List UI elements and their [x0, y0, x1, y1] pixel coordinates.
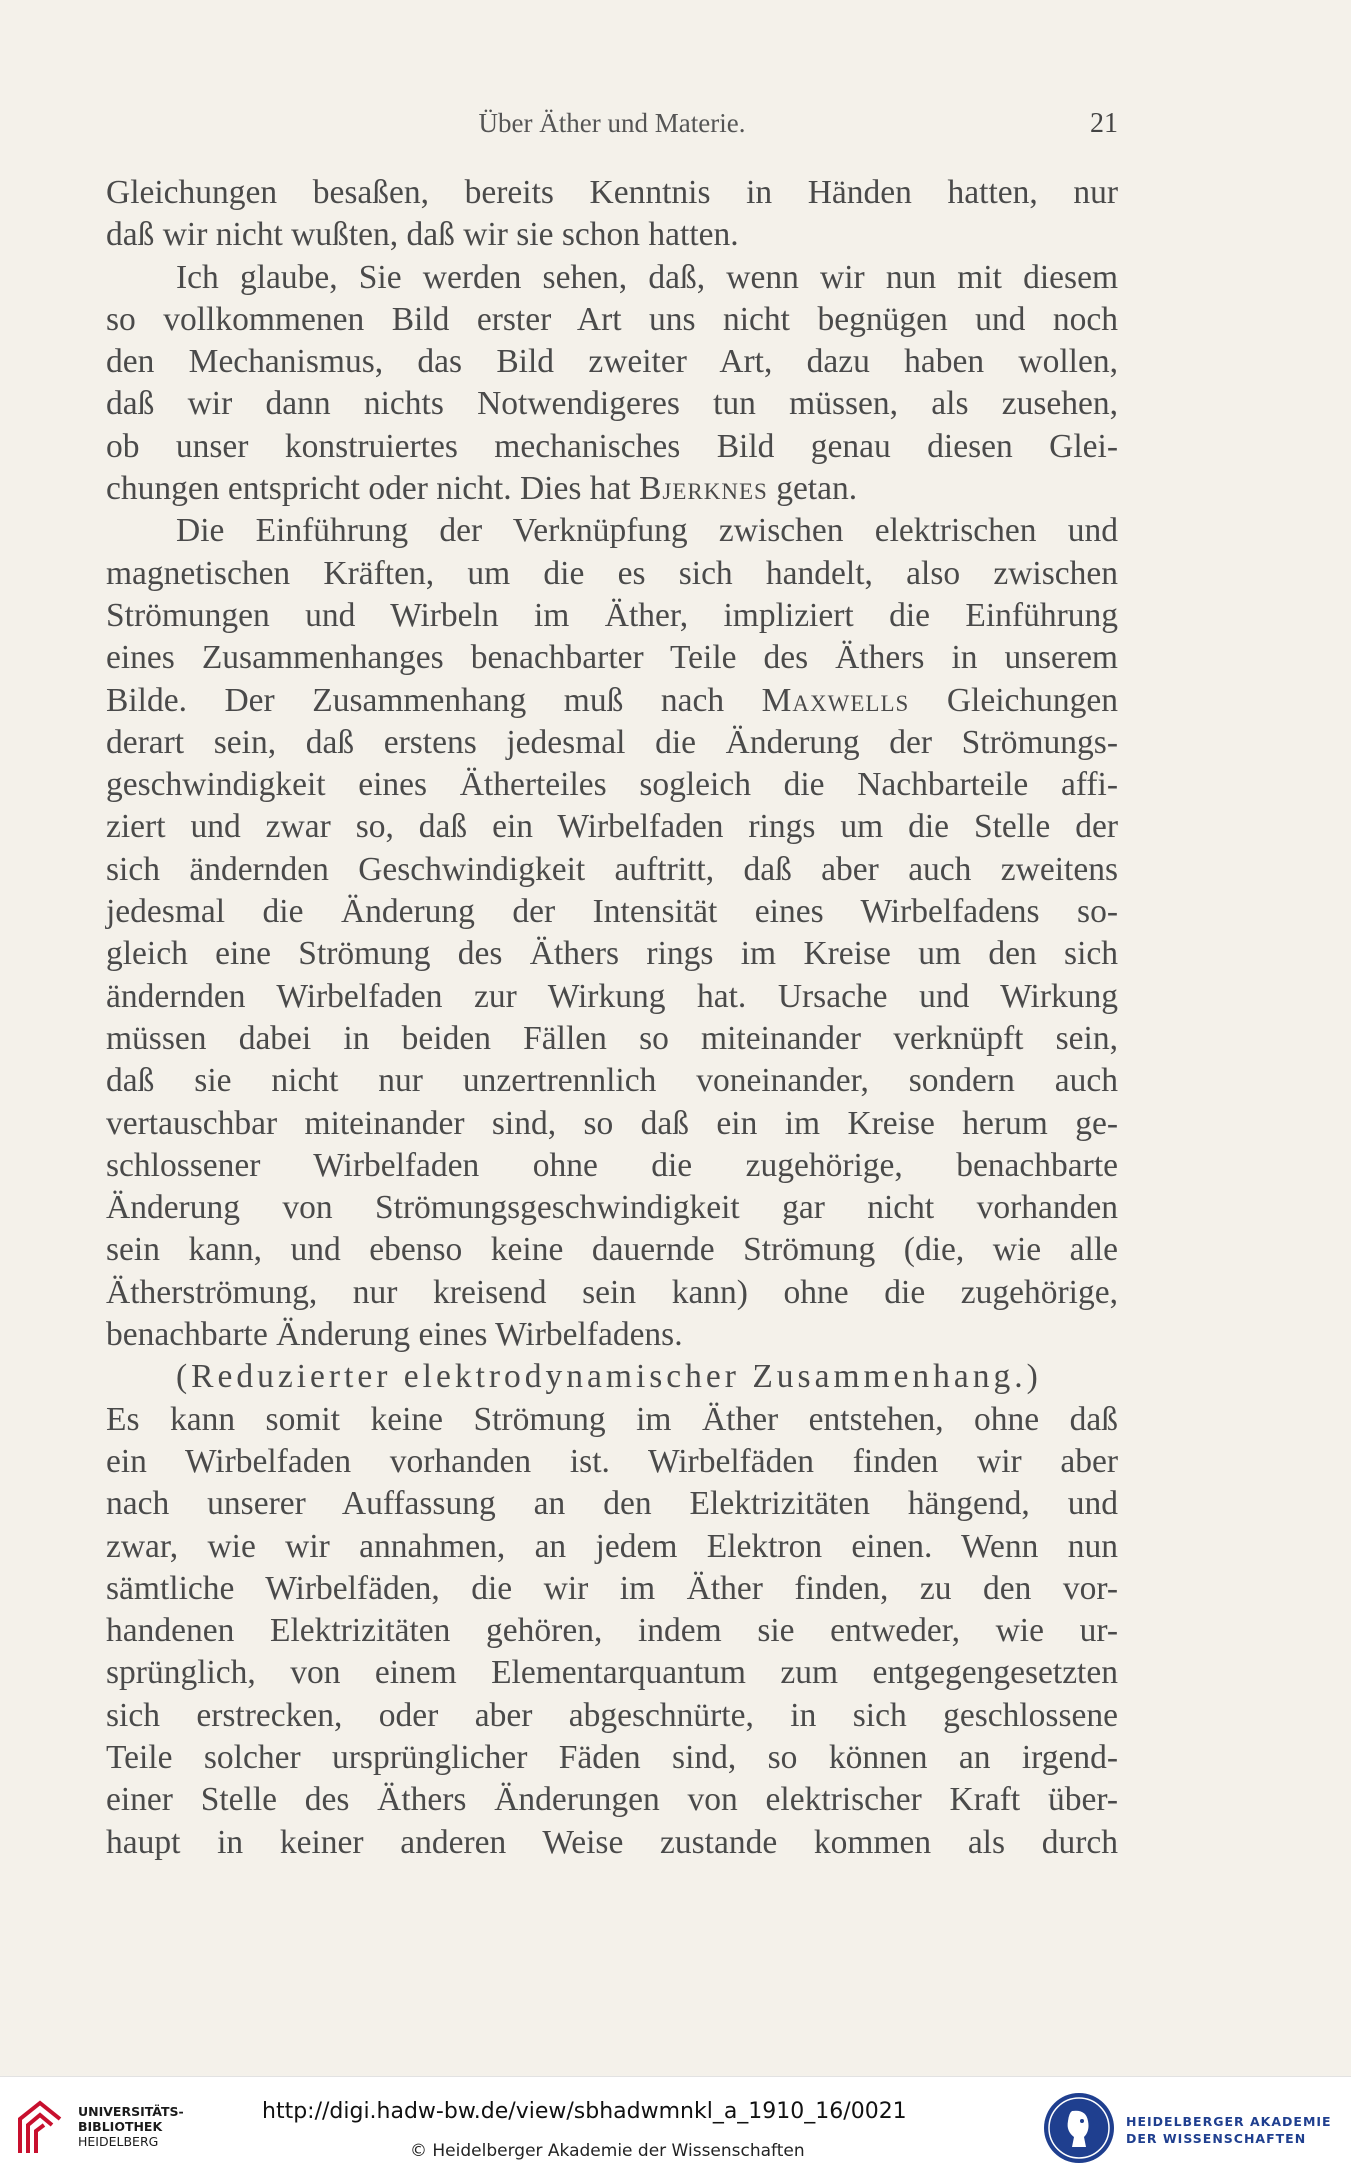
- text-fragment: Bilde. Der Zusammenhang muß nach: [106, 681, 725, 719]
- academy-name: [1126, 2113, 1332, 2147]
- text-line: sich ändernden Geschwindigkeit auftritt, daß aber auch zweitens: [106, 850, 1118, 888]
- text-line: sprünglich, von einem Elementarquantum zum entgegengesetzten: [106, 1654, 1118, 1692]
- text-line: nach unserer Auffassung an den Elektrizitäten hängend, und: [106, 1485, 1118, 1523]
- text-line: [106, 468, 1118, 510]
- text-line: ziert und zwar so, daß ein Wirbelfaden rings um die Stelle der: [106, 808, 1118, 846]
- text-line: Die Einführung der Verknüpfung zwischen elektrischen und: [176, 512, 1118, 550]
- text-line: vertauschbar miteinander sind, so daß ein im Kreise herum ge-: [106, 1104, 1118, 1142]
- text-line: Strömungen und Wirbeln im Äther, impliziert die Einführung: [106, 596, 1118, 634]
- text-fragment: chungen entspricht oder nicht. Dies hat: [106, 470, 631, 508]
- text-line: gleich eine Strömung des Äthers rings im Kreise um den sich: [106, 935, 1118, 973]
- text-fragment: getan.: [767, 470, 858, 508]
- text-line: magnetischen Kräften, um die es sich handelt, also zwischen: [106, 554, 1118, 592]
- footer-bar: [0, 2076, 1351, 2176]
- text-line: schlossener Wirbelfaden ohne die zugehörige, benachbarte: [106, 1146, 1118, 1184]
- text-line: Gleichungen besaßen, bereits Kenntnis in Händen hatten, nur: [106, 174, 1118, 211]
- text-line: Es kann somit keine Strömung im Äther entstehen, ohne daß: [106, 1400, 1118, 1438]
- text-line: daß sie nicht nur unzertrennlich voneinander, sondern auch: [106, 1062, 1118, 1100]
- text-line: Änderung von Strömungsgeschwindigkeit gar nicht vorhanden: [106, 1189, 1118, 1227]
- running-title: Über Äther und Materie.: [478, 108, 746, 138]
- page-number: 21: [1090, 108, 1118, 139]
- university-library-name: [78, 2104, 184, 2149]
- text-line: sämtliche Wirbelfäden, die wir im Äther finden, zu den vor-: [106, 1569, 1118, 1607]
- text-line: (Reduzierter elektrodynamischer Zusammenhang.): [176, 1358, 1042, 1396]
- name-maxwells: Maxwells: [761, 681, 910, 719]
- library-line-3: HEIDELBERG: [78, 2134, 159, 2149]
- academy-line-1: HEIDELBERGER AKADEMIE: [1126, 2114, 1332, 2129]
- text-line: einer Stelle des Äthers Änderungen von elektrischer Kraft über-: [106, 1781, 1118, 1819]
- text-line: handenen Elektrizitäten gehören, indem sie entweder, wie ur-: [106, 1612, 1118, 1650]
- text-line: Ich glaube, Sie werden sehen, daß, wenn wir nun mit diesem: [176, 258, 1118, 296]
- text-line: haupt in keiner anderen Weise zustande kommen als durch: [106, 1823, 1118, 1861]
- text-line: derart sein, daß erstens jedesmal die Änderung der Strömungs-: [106, 723, 1118, 761]
- permalink-url[interactable]: http://digi.hadw-bw.de/view/sbhadwmnkl_a_1910_16/0021: [262, 2099, 907, 2124]
- name-bjerknes: Bjerknes: [639, 470, 768, 508]
- text-line: daß wir nicht wußten, daß wir sie schon hatten.: [106, 216, 739, 254]
- text-line: ein Wirbelfaden vorhanden ist. Wirbelfäden finden wir aber: [106, 1442, 1118, 1480]
- text-line: jedesmal die Änderung der Intensität eines Wirbelfadens so-: [106, 893, 1118, 931]
- academy-seal-icon: [1042, 2091, 1116, 2165]
- text-line: eines Zusammenhanges benachbarter Teile des Äthers in unserem: [106, 639, 1118, 677]
- text-line: sich erstrecken, oder aber abgeschnürte, in sich geschlossene: [106, 1696, 1118, 1734]
- text-line: ob unser konstruiertes mechanisches Bild genau diesen Glei-: [106, 427, 1118, 465]
- copyright-notice: © Heidelberger Akademie der Wissenschaften: [410, 2141, 805, 2161]
- text-line: Ätherströmung, nur kreisend sein kann) ohne die zugehörige,: [106, 1273, 1118, 1311]
- text-line: den Mechanismus, das Bild zweiter Art, dazu haben wollen,: [106, 343, 1118, 381]
- text-line: sein kann, und ebenso keine dauernde Strömung (die, wie alle: [106, 1231, 1118, 1269]
- academy-line-2: DER WISSENSCHAFTEN: [1126, 2131, 1307, 2146]
- text-line: müssen dabei in beiden Fällen so miteinander verknüpft sein,: [106, 1019, 1118, 1057]
- text-line: zwar, wie wir annahmen, an jedem Elektron einen. Wenn nun: [106, 1527, 1118, 1565]
- page-header: [106, 108, 1118, 148]
- library-line-1: UNIVERSITÄTS-: [78, 2104, 184, 2119]
- text-fragment: Gleichungen: [909, 681, 1118, 719]
- university-library-logo-icon: [14, 2097, 66, 2157]
- text-line: so vollkommenen Bild erster Art uns nicht begnügen und noch: [106, 300, 1118, 338]
- text-line: [106, 680, 1118, 722]
- text-line: geschwindigkeit eines Ätherteiles sogleich die Nachbarteile affi-: [106, 766, 1118, 804]
- text-line: benachbarte Änderung eines Wirbelfadens.: [106, 1316, 683, 1354]
- library-line-2: BIBLIOTHEK: [78, 2119, 163, 2134]
- text-line: ändernden Wirbelfaden zur Wirkung hat. Ursache und Wirkung: [106, 977, 1118, 1015]
- text-line: Teile solcher ursprünglicher Fäden sind, so können an irgend-: [106, 1738, 1118, 1776]
- text-line: daß wir dann nichts Notwendigeres tun müssen, als zusehen,: [106, 385, 1118, 423]
- body-text: [106, 172, 1118, 1864]
